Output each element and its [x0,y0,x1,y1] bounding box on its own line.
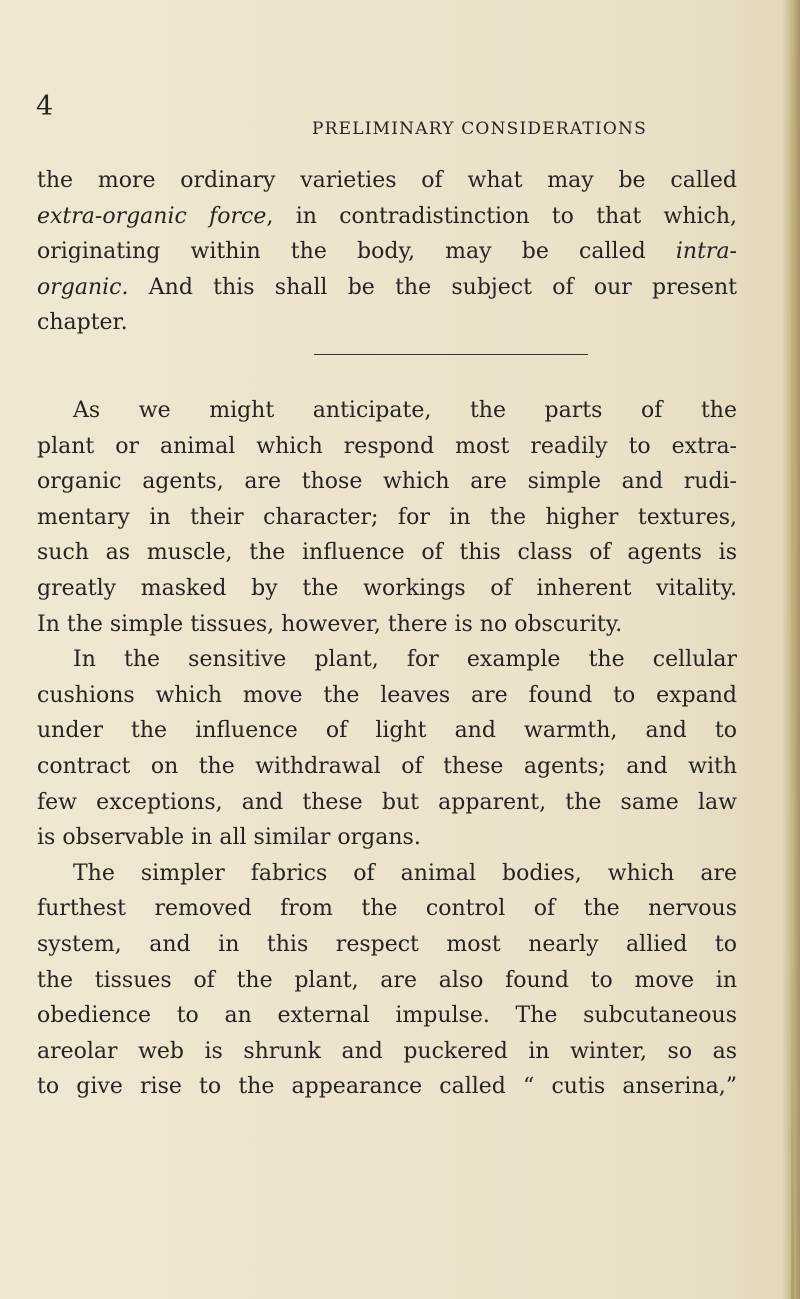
text-line: areolar web is shrunk and puckered in winter, so as [37,1038,737,1064]
text-line: plant or animal which respond most readily to extra- [37,433,737,459]
text-line: to give rise to the appearance called “ cutis anserina,” [37,1074,737,1100]
italic-term: intra- [675,239,737,265]
text-line: is observable in all similar organs. [37,825,421,851]
text-line: cushions which move the leaves are found to expand [37,682,737,708]
text-line [37,199,737,235]
italic-term: extra-organic force [37,203,267,229]
text-line: organic agents, are those which are simple and rudi- [37,469,737,495]
intro-paragraph [37,163,737,341]
text-line: In the sensitive plant, for example the cellular [73,647,737,673]
text-line: contract on the withdrawal of these agents; and with [37,753,737,779]
text-line: greatly masked by the workings of inherent vitality. [37,575,737,601]
text-line: mentary in their character; for in the higher textures, [37,504,737,530]
running-title: PRELIMINARY CONSIDERATIONS [312,119,647,139]
text-line: In the simple tissues, however, there is no obscurity. [37,611,623,637]
text-line [37,270,737,306]
text-line: few exceptions, and these but apparent, the same law [37,789,737,815]
text-fragment: And this shall be the subject of our present [128,274,737,300]
body-paragraphs [37,393,737,1105]
text-line [37,234,737,270]
text-line: system, and in this respect most nearly allied to [37,931,737,957]
text-line: such as muscle, the influence of this class of agents is [37,540,737,566]
page-number: 4 [36,91,54,122]
text-fragment: , in contradistinction to that which, [266,203,738,229]
italic-term: organic. [37,274,129,300]
section-divider-rule [314,354,588,355]
text-fragment: originating within the body, may be called [37,239,676,265]
text-line: As we might anticipate, the parts of the [73,398,737,423]
text-line: furthest removed from the control of the nervous [37,896,737,922]
text-line: chapter. [37,310,128,336]
text-line: The simpler fabrics of animal bodies, which are [73,860,737,886]
text-line: under the influence of light and warmth, and to [37,718,737,744]
text-line: the tissues of the plant, are also found to move in [37,967,737,993]
text-line: obedience to an external impulse. The subcutaneous [37,1003,737,1029]
text-line: the more ordinary varieties of what may be called [37,168,737,193]
page-edge-line [791,0,794,1299]
